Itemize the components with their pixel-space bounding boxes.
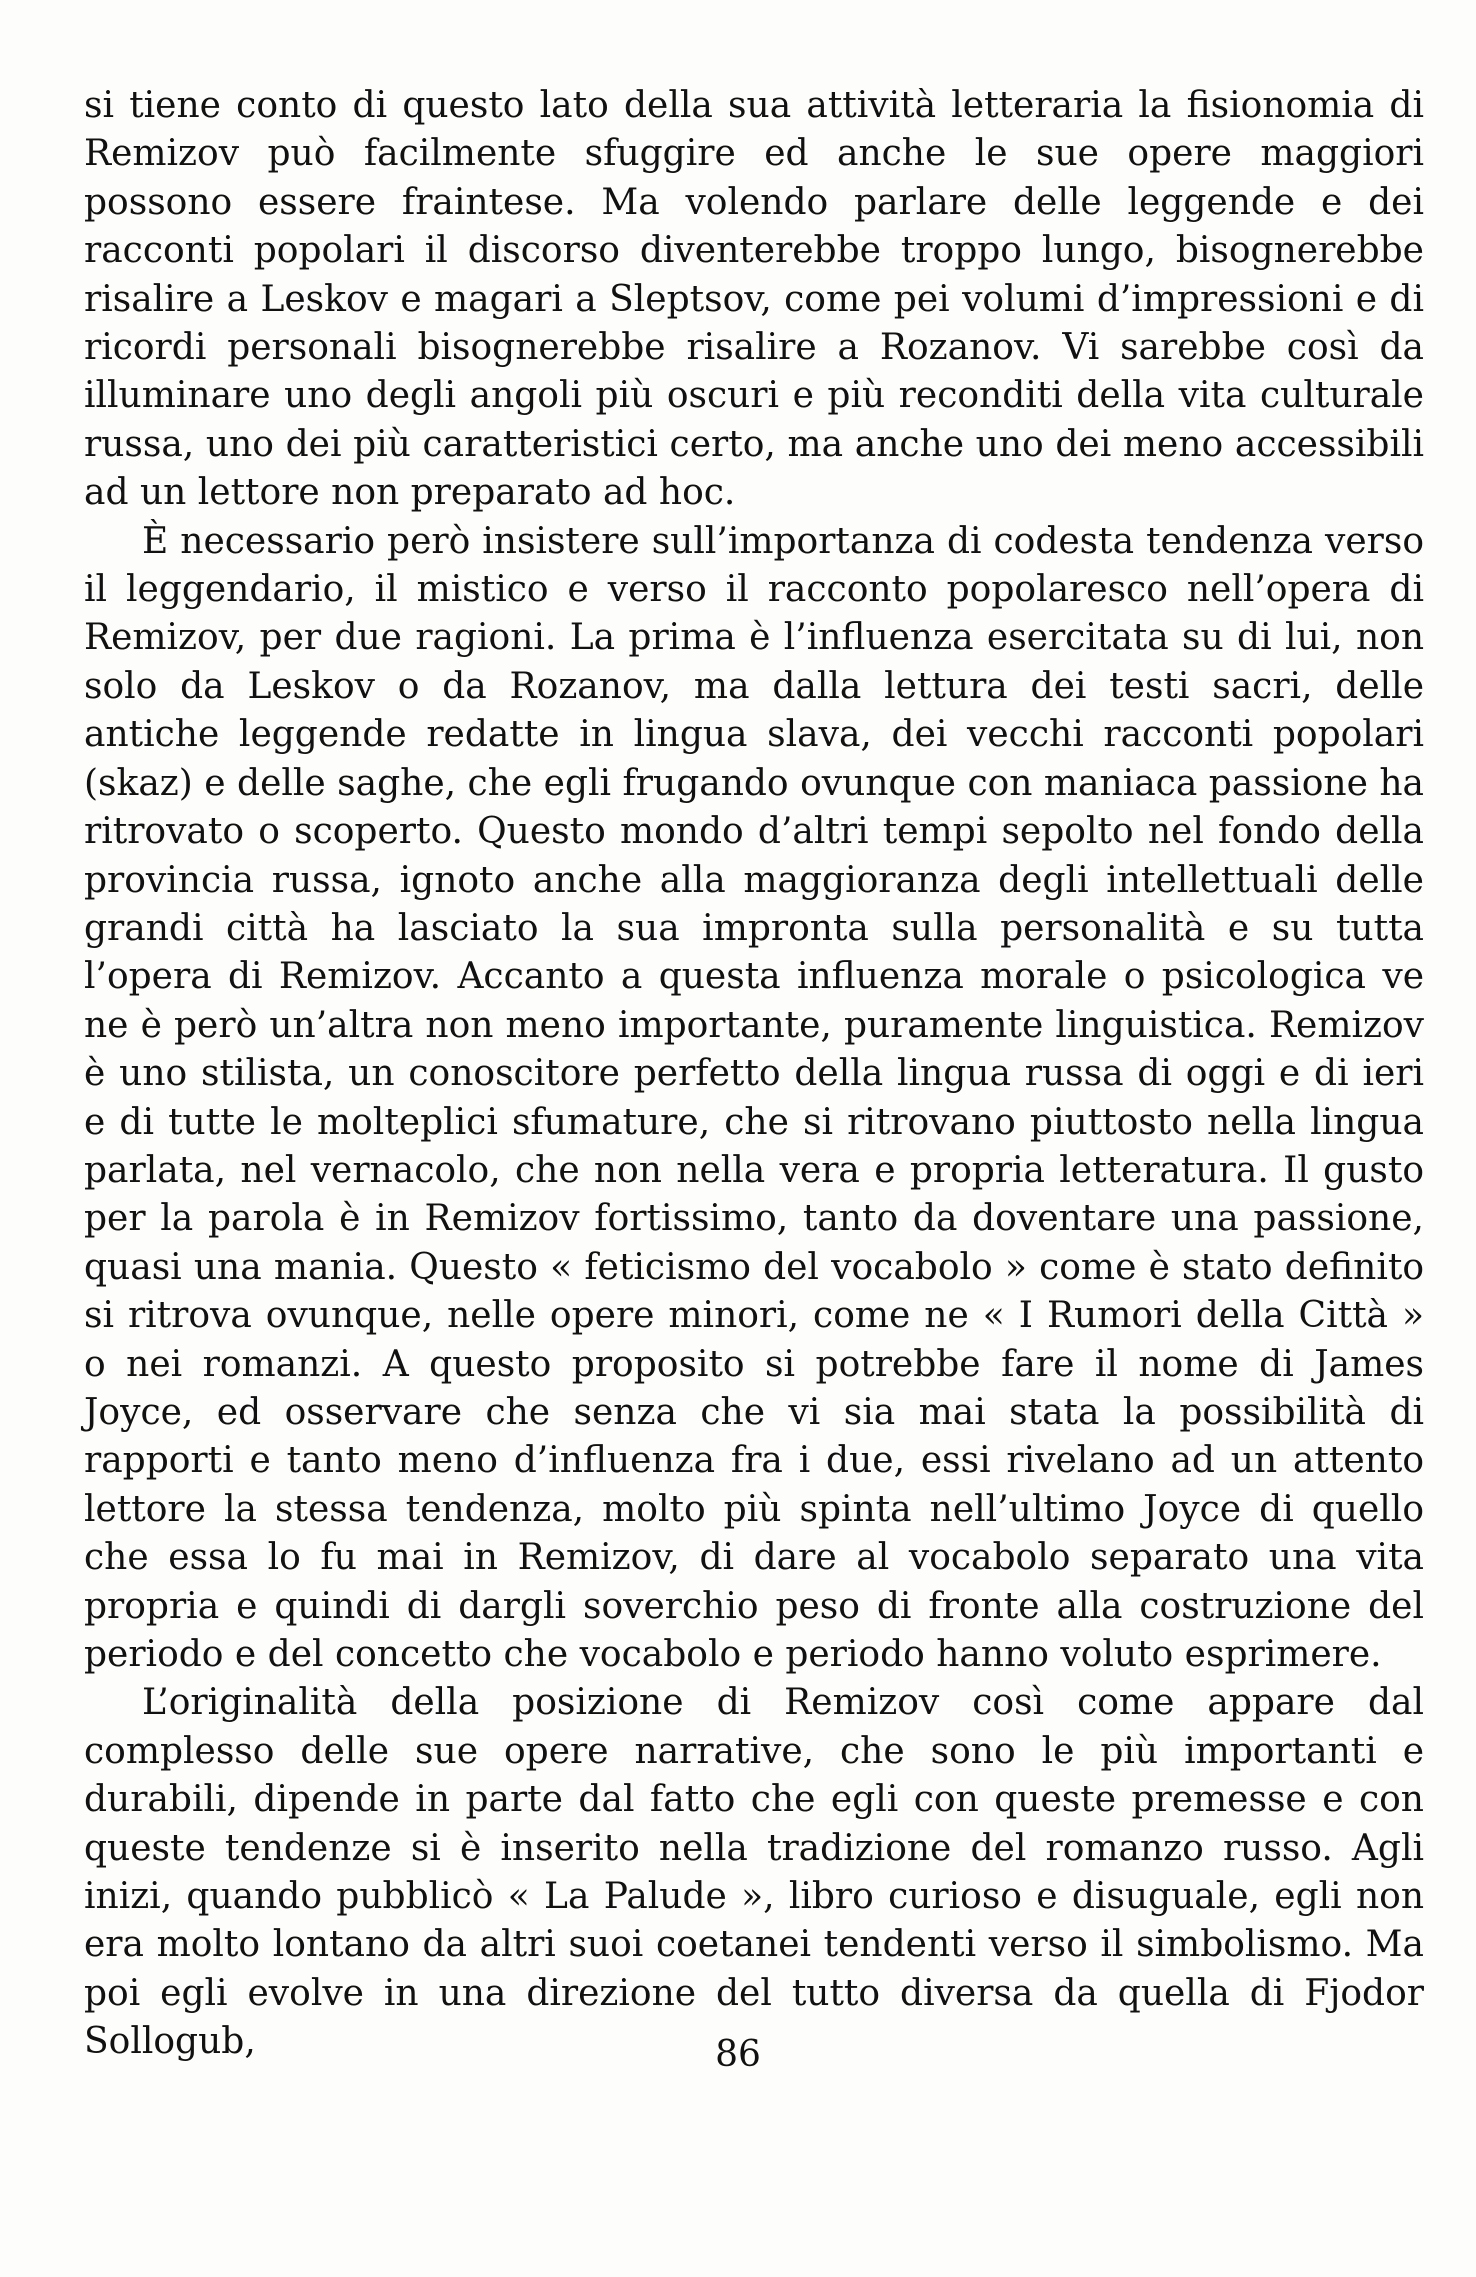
paragraph-2: È necessario però insistere sull’importanza di codesta tendenza verso il leggendario, il mistico e verso il racconto popolaresco nell’opera di Remizov, per due ragioni. La prima è l’influenza esercitata su di lui, non solo da Leskov o da Rozanov, ma dalla lettura dei testi sacri, delle antiche leggende redatte in lingua slava, dei vecchi racconti popolari (skaz) e delle saghe, che egli frugando ovunque con maniaca passione ha ritrovato o scoperto. Questo mondo d’altri tempi sepolto nel fondo della provincia russa, ignoto anche alla maggioranza degli intellettuali delle grandi città ha lasciato la sua impronta sulla personalità e su tutta l’opera di Remizov. Accanto a questa influenza morale o psicologica ve ne è però un’altra non meno importante, puramente linguistica. Remizov è uno stilista, un conoscitore perfetto della lingua russa di oggi e di ieri e di tutte le molteplici sfumature, che si ritrovano piuttosto nella lingua parlata, nel vernacolo, che non nella vera e propria letteratura. Il gusto per la parola è in Remizov fortissimo, tanto da doventare una passione, quasi una mania. Questo « feticismo del vocabolo » come è stato definito si ritrova ovunque, nelle opere minori, come ne « I Rumori della Città » o nei romanzi. A questo proposito si potrebbe fare il nome di James Joyce, ed osservare che senza che vi sia mai stata la possibilità di rapporti e tanto meno d’influenza fra i due, essi rivelano ad un attento lettore la stessa tendenza, molto più spinta nell’ultimo Joyce di quello che essa lo fu mai in Remizov, di dare al vocabolo separato una vita propria e quindi di dargli soverchio peso di fronte alla costruzione del periodo e del concetto che vocabolo e periodo hanno voluto esprimere.	[84, 520, 1424, 1675]
body-text	[84, 82, 1424, 2067]
paragraph-3: L’originalità della posizione di Remizov così come appare dal complesso delle sue opere narrative, che sono le più importanti e durabili, dipende in parte dal fatto che egli con queste premesse e con queste tendenze si è inserito nella tradizione del romanzo russo. Agli inizi, quando pubblicò « La Palude », libro curioso e disuguale, egli non era molto lontano da altri suoi coetanei tendenti verso il simbolismo. Ma poi egli evolve in una direzione del tutto diversa da quella di Fjodor Sollogub,	[84, 1682, 1424, 2063]
page-number: 86	[715, 2034, 761, 2075]
paragraph-1: si tiene conto di questo lato della sua attività letteraria la fisionomia di Remizov può facilmente sfuggire ed anche le sue opere maggiori possono essere fraintese. Ma volendo parlare delle leggende e dei racconti popolari il discorso diventerebbe troppo lungo, bisognerebbe risalire a Leskov e magari a Sleptsov, come pei volumi d’impressioni e di ricordi personali bisognerebbe risalire a Rozanov. Vi sarebbe così da illuminare uno degli angoli più oscuri e più reconditi della vita culturale russa, uno dei più caratteristici certo, ma anche uno dei meno accessibili ad un lettore non preparato ad hoc.	[84, 85, 1424, 514]
